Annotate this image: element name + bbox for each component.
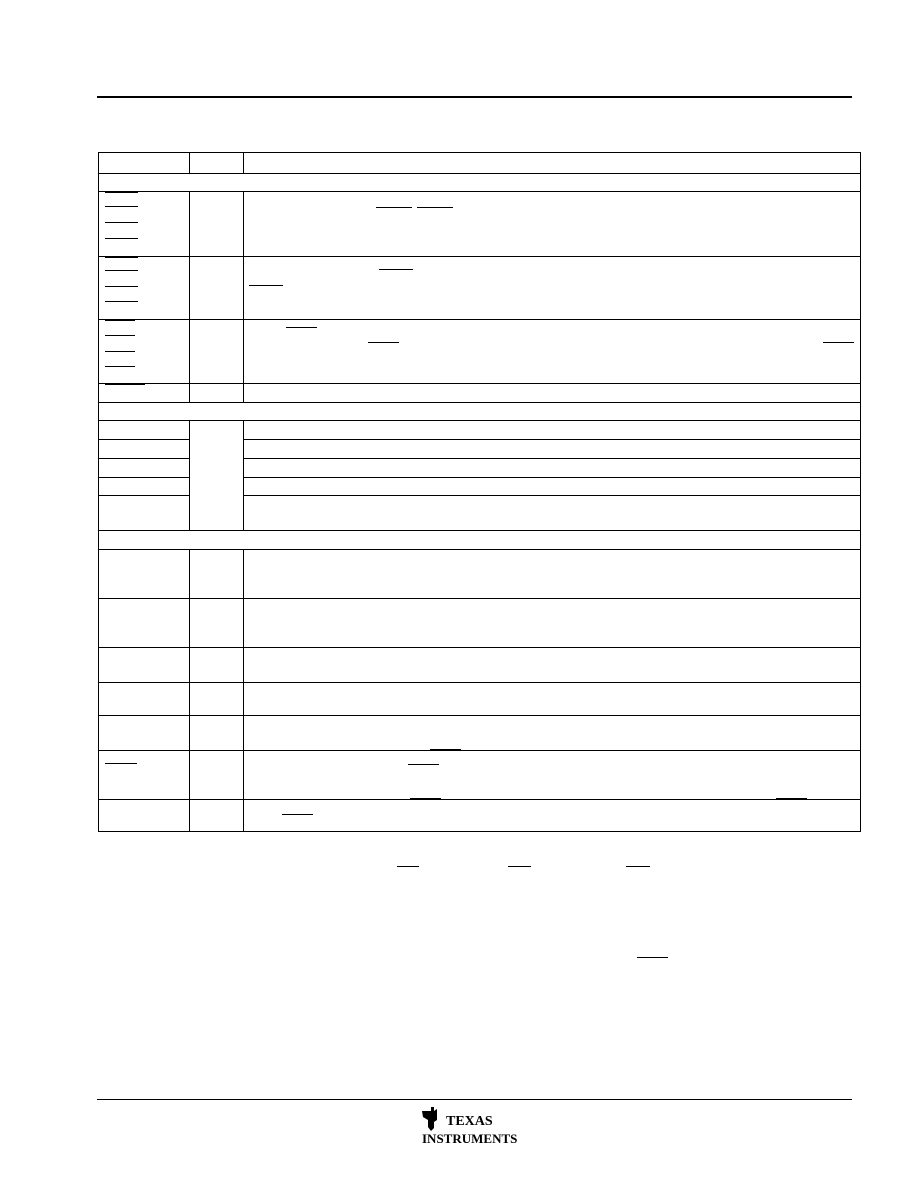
- table-row-divider: [99, 799, 860, 800]
- overbar-mark: [368, 342, 399, 343]
- table-row-divider: [99, 530, 860, 531]
- table-row-divider: [99, 750, 860, 751]
- overbar-mark: [105, 286, 138, 287]
- logo-line2: INSTRUMENTS: [422, 1131, 518, 1146]
- overbar-mark: [105, 351, 135, 352]
- note-overbar-mark: [508, 866, 531, 867]
- table-row-divider: [99, 495, 189, 496]
- table-column-divider: [189, 420, 190, 530]
- terminal-functions-table: [98, 152, 861, 832]
- overbar-mark: [282, 814, 313, 815]
- overbar-mark: [105, 763, 137, 764]
- table-row-divider: [243, 477, 860, 478]
- table-row-divider: [99, 402, 860, 403]
- table-row-divider: [99, 256, 860, 257]
- overbar-mark: [823, 342, 854, 343]
- overbar-mark: [105, 192, 138, 193]
- footer-rule: [97, 1099, 852, 1100]
- overbar-mark: [105, 320, 135, 321]
- overbar-mark: [105, 206, 138, 207]
- table-column-divider: [243, 153, 244, 173]
- header-rule: [97, 96, 852, 98]
- table-column-divider: [243, 549, 244, 831]
- overbar-mark: [430, 749, 461, 750]
- overbar-mark: [105, 257, 138, 258]
- table-row-divider: [99, 477, 189, 478]
- table-row-divider: [99, 549, 860, 550]
- overbar-mark: [105, 335, 135, 336]
- overbar-mark: [379, 269, 413, 270]
- table-row-divider: [99, 439, 189, 440]
- overbar-mark: [408, 764, 439, 765]
- table-row-divider: [243, 458, 860, 459]
- table-row-divider: [99, 647, 860, 648]
- table-row-divider: [99, 458, 189, 459]
- overbar-mark: [417, 207, 453, 208]
- overbar-mark: [376, 207, 412, 208]
- table-row-divider: [99, 420, 860, 421]
- table-row-divider: [99, 715, 860, 716]
- note-overbar-mark: [626, 866, 650, 867]
- table-row-divider: [99, 191, 860, 192]
- table-column-divider: [243, 420, 244, 530]
- overbar-mark: [105, 384, 145, 385]
- table-column-divider: [189, 549, 190, 831]
- table-row-divider: [99, 173, 860, 174]
- overbar-mark: [286, 327, 317, 328]
- table-row-divider: [243, 439, 860, 440]
- table-row-divider: [99, 598, 860, 599]
- overbar-mark: [776, 798, 807, 799]
- ti-logo: [420, 1105, 532, 1147]
- table-column-divider: [243, 191, 244, 402]
- overbar-mark: [410, 798, 441, 799]
- overbar-mark: [105, 270, 138, 271]
- overbar-mark: [105, 238, 138, 239]
- overbar-mark: [249, 285, 283, 286]
- ti-state-logo-icon: [420, 1105, 532, 1147]
- note-overbar-mark: [397, 866, 419, 867]
- logo-line1: TEXAS: [446, 1114, 493, 1129]
- overbar-mark: [105, 301, 138, 302]
- overbar-mark: [105, 366, 135, 367]
- table-row-divider: [99, 319, 860, 320]
- overbar-mark: [105, 222, 138, 223]
- note-overbar-mark: [637, 957, 668, 958]
- table-column-divider: [189, 153, 190, 173]
- table-row-divider: [243, 495, 860, 496]
- table-column-divider: [189, 191, 190, 402]
- table-row-divider: [99, 383, 860, 384]
- table-row-divider: [99, 682, 860, 683]
